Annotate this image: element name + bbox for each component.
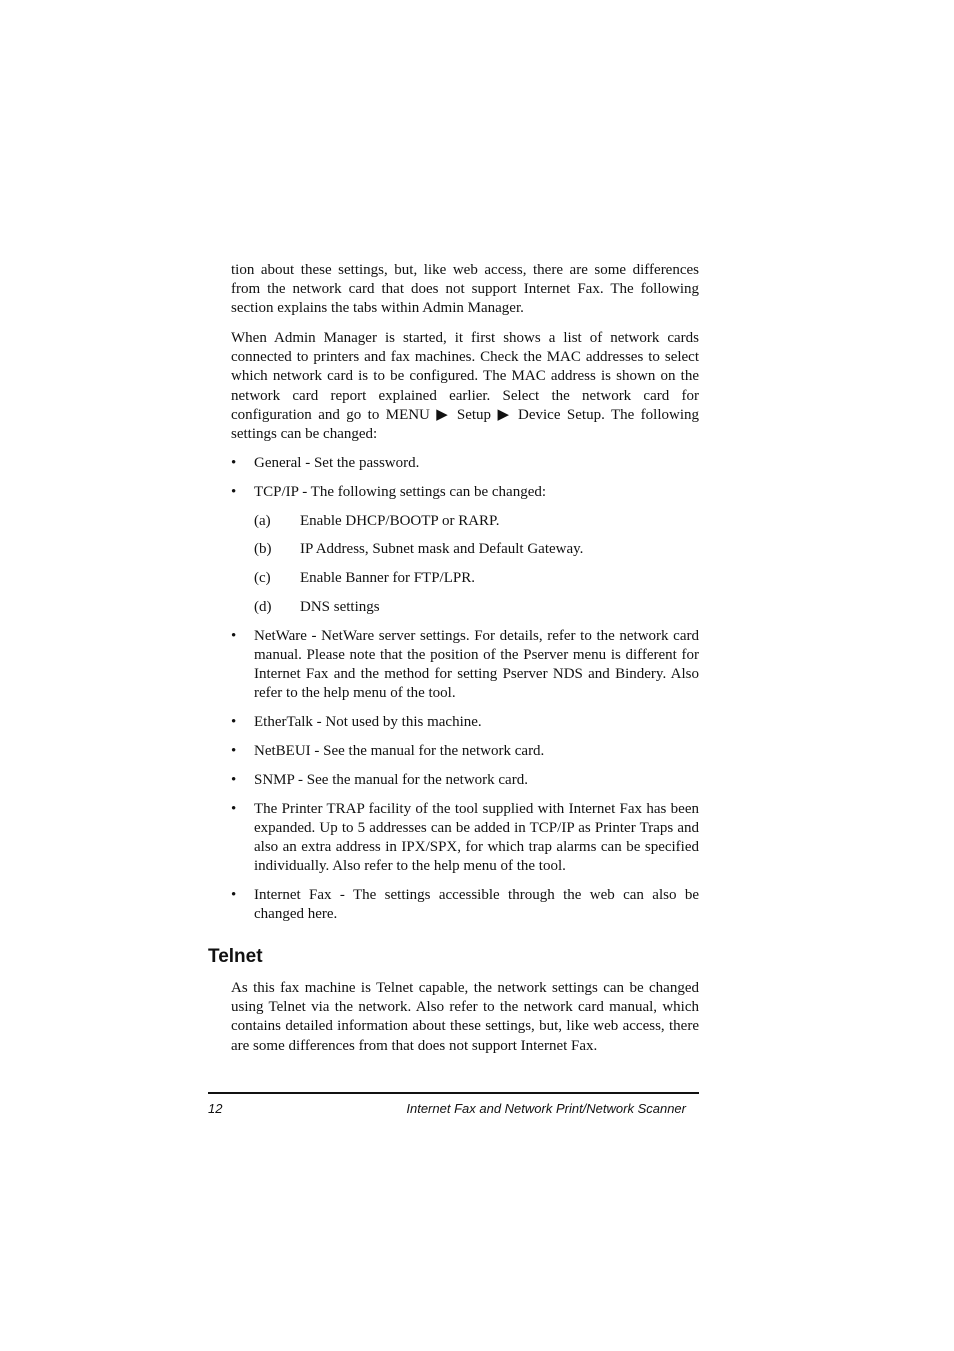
- sub-item-text: Enable DHCP/BOOTP or RARP.: [300, 512, 500, 529]
- sub-item-tag: (a): [254, 512, 271, 529]
- sub-item-tag: (b): [254, 541, 272, 558]
- sub-item-text: DNS settings: [300, 598, 380, 615]
- bullet-item-general: [231, 454, 699, 473]
- bullet-text: NetWare - NetWare server settings. For details, refer to the network card manual. Please note that the position of the Pserver menu is different for Internet Fax and the method for setting Pserver NDS and Bindery. Also refer to the help menu of the tool.: [254, 627, 699, 702]
- body-paragraph-telnet: As this fax machine is Telnet capable, the network settings can be changed using Telnet via the network. Also refer to the network card manual, which contains detailed information about these settings, but, like web access, there are some differences from that does not support Internet Fax.: [231, 980, 699, 1054]
- bullet-symbol: •: [231, 455, 237, 471]
- sub-item-text: Enable Banner for FTP/LPR.: [300, 570, 475, 587]
- footer-running-title: Internet Fax and Network Print/Network Scanner: [406, 1101, 686, 1116]
- bullet-item-ethertalk: [231, 713, 699, 732]
- bullet-symbol: •: [231, 627, 237, 644]
- bullet-text: EtherTalk - Not used by this machine.: [254, 714, 482, 731]
- bullet-item-snmp: [231, 771, 699, 790]
- bullet-text: TCP/IP - The following settings can be changed:: [254, 483, 547, 500]
- bullet-symbol: •: [231, 800, 237, 817]
- bullet-text: NetBEUI - See the manual for the network card.: [254, 742, 545, 759]
- sub-item-text: IP Address, Subnet mask and Default Gateway.: [300, 541, 584, 558]
- bullet-item-printer-trap: [231, 800, 699, 877]
- tcpip-sub-item-a: [231, 512, 699, 531]
- sub-item-tag: (c): [254, 570, 271, 587]
- tcpip-sub-item-d: [231, 598, 699, 617]
- tcpip-sub-item-c: [231, 569, 699, 588]
- bullet-item-tcpip: [231, 483, 699, 502]
- bullet-text: The Printer TRAP facility of the tool supplied with Internet Fax has been expanded. Up to 5 addresses can be added in TCP/IP as Printer Traps and also an extra address in IPX/SPX, for which trap alarms can be specified individually. Also refer to the help menu of the tool.: [254, 800, 699, 875]
- bullet-symbol: •: [231, 771, 237, 788]
- bullet-text: Internet Fax - The settings accessible through the web can also be changed here.: [254, 886, 699, 923]
- bullet-item-netbeui: [231, 742, 699, 761]
- section-heading-telnet: Telnet: [208, 946, 263, 967]
- bullet-symbol: •: [231, 714, 237, 731]
- bullet-symbol: •: [231, 742, 237, 759]
- bullet-item-netware: [231, 627, 699, 704]
- bullet-text: SNMP - See the manual for the network card.: [254, 771, 528, 788]
- bullet-text: General - Set the password.: [254, 455, 420, 471]
- body-paragraph-admin-manager: When Admin Manager is started, it first shows a list of network cards connected to printers and fax machines. Check the MAC addresses to select which network card is to be configured. The MAC address is shown on the network card report explained earlier. Select the network card for configuration and go to MENU ▶ Setup ▶ Device Setup. The following settings can be changed:: [231, 330, 699, 443]
- bullet-symbol: •: [231, 886, 237, 903]
- bullet-symbol: •: [231, 483, 237, 500]
- tcpip-sub-item-b: [231, 540, 699, 559]
- footer-rule: [208, 1092, 699, 1094]
- page-number: 12: [208, 1101, 223, 1116]
- sub-item-tag: (d): [254, 598, 272, 615]
- bullet-item-internet-fax: [231, 886, 699, 924]
- settings-bullet-list: [231, 454, 699, 934]
- body-paragraph-continued: tion about these settings, but, like web access, there are some differences from the network card that does not support Internet Fax. The following section explains the tabs within Admin Manager.: [231, 262, 699, 317]
